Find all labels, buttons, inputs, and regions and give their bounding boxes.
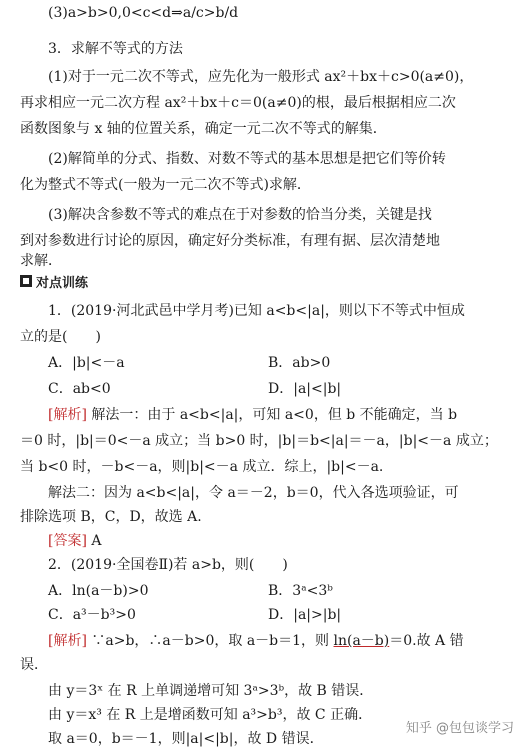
watermark: 知乎 @包包谈学习: [405, 721, 514, 736]
q1-stem: 1．(2019·河北武邑中学月考)已知 a<b<|a|，则以下不等式中恒成: [48, 303, 465, 319]
solution-text: ∵a>b，∴a－b>0，取 a－b＝1，则: [91, 633, 334, 649]
q2-option-c: C．a³－b³>0: [48, 607, 136, 623]
paragraph-line: 化为整式不等式(一般为一元二次不等式)求解．: [20, 177, 311, 193]
q2-solution-line: [48, 630, 464, 652]
answer-tag: [答案]: [48, 533, 87, 549]
q2-option-b: B．3ᵃ<3ᵇ: [268, 583, 333, 599]
paragraph-line: (2)解简单的分式、指数、对数不等式的基本思想是把它们等价转: [48, 151, 446, 167]
q1-option-b: B．ab>0: [268, 355, 331, 371]
q2-stem: 2．(2019·全国卷Ⅱ)若 a>b，则( ): [48, 557, 288, 573]
q2-option-a: A．ln(a－b)>0: [48, 583, 149, 599]
analysis-tag: [解析]: [48, 633, 87, 649]
q1-stem: 立的是( ): [20, 329, 101, 345]
solution-text-underlined: ln(a－b): [333, 633, 390, 649]
square-icon: [20, 275, 32, 287]
paragraph-line: 求解．: [20, 253, 62, 269]
q1-solution-line: [48, 404, 457, 426]
practice-section-tag: [20, 272, 88, 290]
section-heading: 3．求解不等式的方法: [48, 41, 183, 57]
solution-text: ＝0.故 A 错: [389, 633, 464, 649]
paragraph-line: (1)对于一元二次不等式，应先化为一般形式 ax²＋bx＋c>0(a≠0)，: [48, 69, 474, 85]
solution-text: 解法一：由于 a<b<|a|，可知 a<0，但 b 不能确定，当 b: [91, 407, 458, 423]
q1-solution-line: 解法二：因为 a<b<|a|，令 a＝－2，b＝0，代入各选项验证，可: [48, 485, 459, 501]
q2-solution-line: 由 y＝3ˣ 在 R 上单调递增可知 3ᵃ>3ᵇ，故 B 错误．: [48, 683, 374, 699]
q2-solution-line: 由 y＝x³ 在 R 上是增函数可知 a³>b³，故 C 正确．: [48, 707, 373, 723]
section-title: 对点训练: [36, 275, 89, 291]
answer-value: A: [91, 533, 102, 549]
paragraph-line: 到对参数进行讨论的原因，确定好分类标准，有理有据、层次清楚地: [20, 233, 440, 249]
q2-solution-line: 误．: [20, 657, 48, 673]
paragraph-line: 函数图象与 x 轴的位置关系，确定一元二次不等式的解集．: [20, 121, 387, 137]
q1-solution-line: 排除选项 B，C，D，故选 A.: [20, 509, 202, 525]
q2-solution-line: 取 a＝0，b＝－1，则|a|<|b|，故 D 错误．: [48, 731, 324, 747]
analysis-tag: [解析]: [48, 407, 87, 423]
q1-option-a: A．|b|<－a: [48, 355, 125, 371]
q1-answer-line: [48, 530, 102, 552]
paragraph-line: (3)解决含参数不等式的难点在于对参数的恰当分类，关键是找: [48, 207, 432, 223]
q2-option-d: D．|a|>|b|: [268, 607, 342, 623]
property-line: (3)a>b>0,0<c<d⇒a/c>b/d: [48, 5, 239, 21]
paragraph-line: 再求相应一元二次方程 ax²＋bx＋c＝0(a≠0)的根，最后根据相应二次: [20, 95, 456, 111]
q1-solution-line: 当 b<0 时，－b<－a，则|b|<－a 成立．综上，|b|<－a.: [20, 459, 384, 475]
q1-solution-line: ＝0 时，|b|＝0<－a 成立；当 b>0 时，|b|＝b<|a|＝－a，|b|<－a 成立；: [20, 433, 498, 449]
q1-option-d: D．|a|<|b|: [268, 381, 342, 397]
q1-option-c: C．ab<0: [48, 381, 111, 397]
